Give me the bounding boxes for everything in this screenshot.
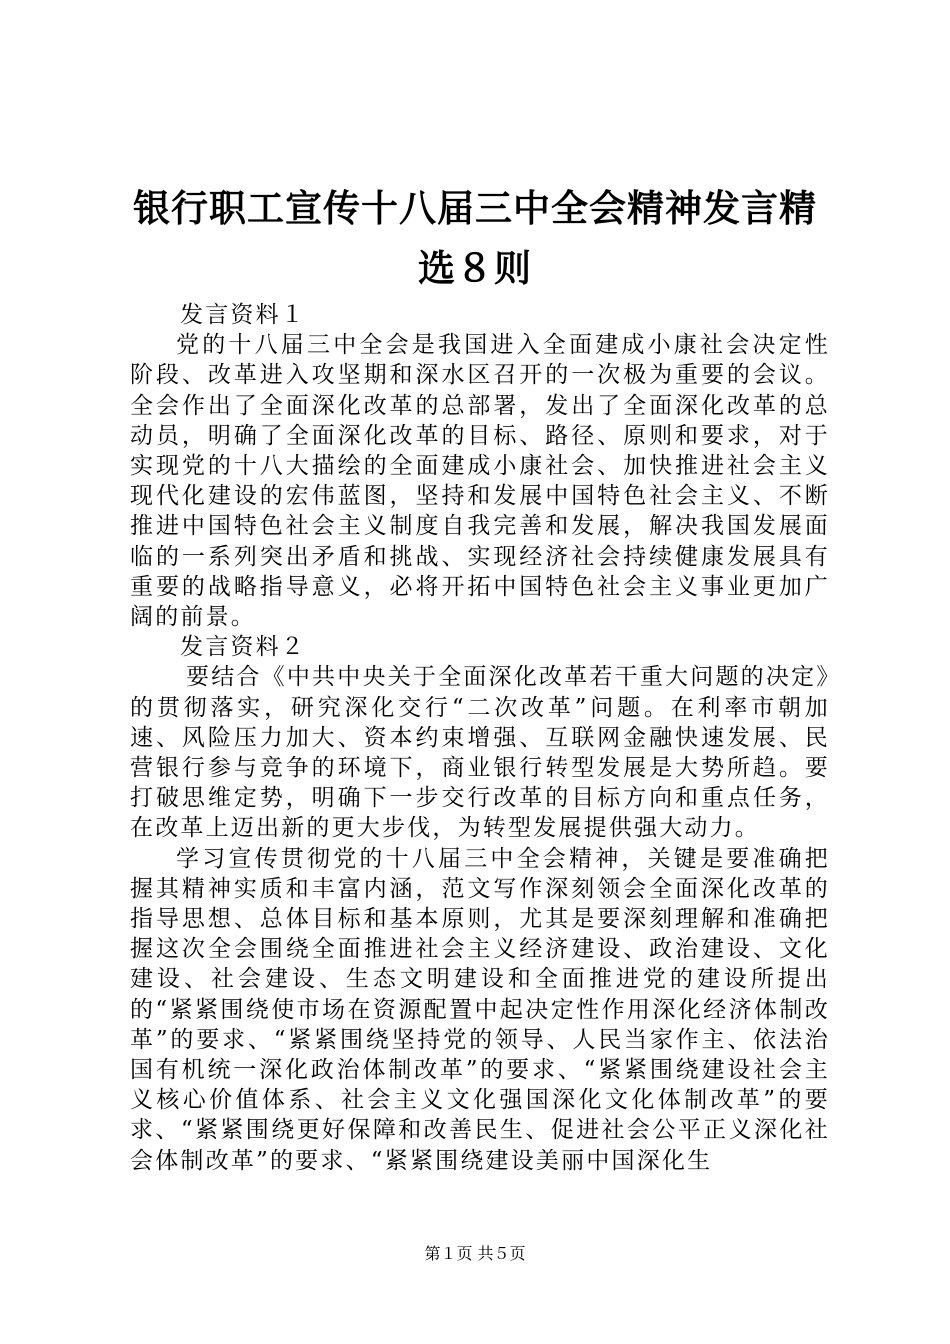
paragraph: 要结合《中共中央关于全面深化改革若干重大问题的决定》的贯彻落实，研究深化交行“二次改革”问题。在利率市朝加速、风险压力加大、资本约束增强、互联网金融快速发展、民营银行参与竞争的环境下，商业银行转型发展是大势所趋。要打破思维定势，明确下一步交行改革的目标方向和重点任务，在改革上迈出新的更大步伐，为转型发展提供强大动力。 (130, 664, 830, 842)
paragraph: 学习宣传贯彻党的十八届三中全会精神，关键是要准确把握其精神实质和丰富内涵，范文写作深刻领会全面深化改革的指导思想、总体目标和基本原则，尤其是要深刻理解和准确把握这次全会围绕全面推进社会主义经济建设、政治建设、文化建设、社会建设、生态文明建设和全面推进党的建设所提出的“紧紧围绕使市场在资源配置中起决定性作用深化经济体制改革”的要求、“紧紧围绕坚持党的领导、人民当家作主、依法治国有机统一深化政治体制改革”的要求、“紧紧围绕建设社会主义核心价值体系、社会主义文化强国深化文化体制改革”的要求、“紧紧围绕更好保障和改善民生、促进社会公平正义深化社会体制改革”的要求、“紧紧围绕建设美丽中国深化生 (130, 845, 830, 1174)
document-body (130, 300, 830, 1176)
section-heading: 发言资料１ (180, 302, 306, 328)
paragraph: 党的十八届三中全会是我国进入全面建成小康社会决定性阶段、改革进入攻坚期和深水区召开的一次极为重要的会议。全会作出了全面深化改革的总部署，发出了全面深化改革的总动员，明确了全面深化改革的目标、路径、原则和要求，对于实现党的十八大描绘的全面建成小康社会、加快推进社会主义现代化建设的宏伟蓝图，坚持和发展中国特色社会主义、不断推进中国特色社会主义制度自我完善和发展，解决我国发展面临的一系列突出矛盾和挑战、实现经济社会持续健康发展具有重要的战略指导意义，必将开拓中国特色社会主义事业更加广阔的前景。 (130, 332, 830, 631)
section-heading: 发言资料２ (180, 634, 306, 661)
document-title: 银行职工宣传十八届三中全会精神发言精选８则 (133, 186, 817, 290)
page-footer: 第１页 共５页 (424, 1244, 526, 1263)
